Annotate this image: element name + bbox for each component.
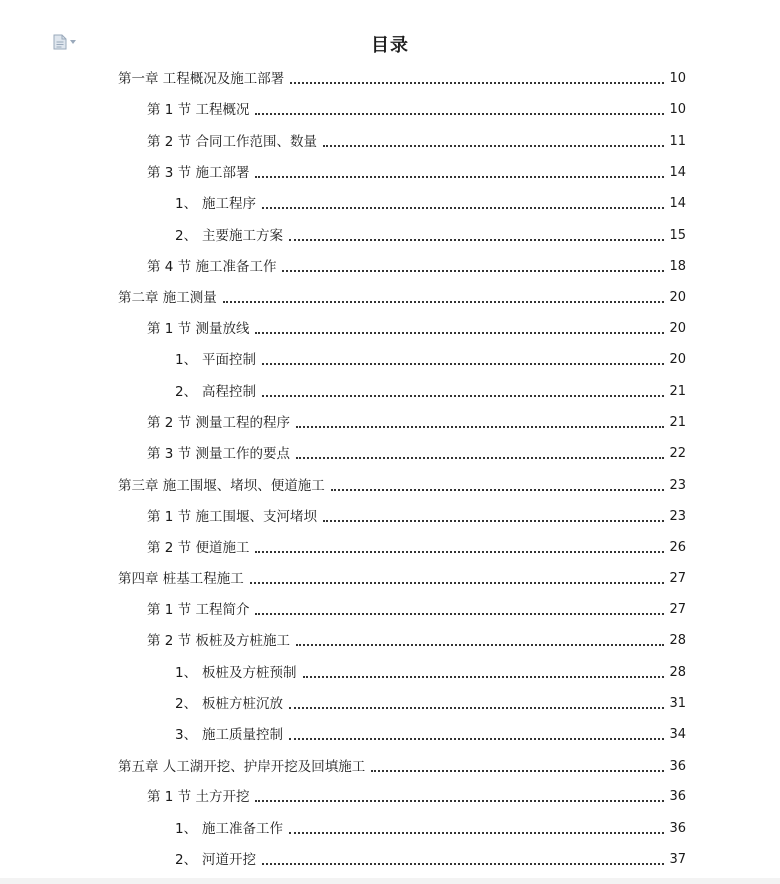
toc-entry-number: 2、: [175, 384, 198, 400]
toc-entry-label: 第 2 节 板桩及方桩施工: [147, 633, 290, 649]
toc-page-number: 20: [669, 352, 686, 367]
toc-entry[interactable]: [147, 100, 686, 120]
toc-entry[interactable]: [147, 132, 686, 152]
toc-entry[interactable]: [175, 725, 686, 745]
toc-entry-label: 第五章 人工湖开挖、护岸开挖及回填施工: [118, 759, 366, 775]
toc-page-number: 27: [669, 571, 686, 586]
toc-entry[interactable]: [118, 476, 686, 496]
toc-entry[interactable]: [118, 757, 686, 777]
toc-page-number: 31: [669, 696, 686, 711]
toc-page-number: 15: [669, 228, 686, 243]
toc-entry-text: 施工质量控制: [202, 727, 283, 743]
toc-page-number: 28: [669, 665, 686, 680]
toc-entry[interactable]: [175, 694, 686, 714]
toc-page-number: 23: [669, 509, 686, 524]
toc-page-number: 20: [669, 290, 686, 305]
dot-leader: [323, 145, 664, 147]
toc-entry[interactable]: [175, 850, 686, 870]
dot-leader: [289, 707, 664, 709]
toc-entry-text: 平面控制: [202, 352, 256, 368]
toc-entry-number: 1、: [175, 352, 198, 368]
toc-entry-label: [175, 194, 256, 214]
toc-entry[interactable]: [175, 350, 686, 370]
toc-entry-number: 1、: [175, 196, 198, 212]
dot-leader: [289, 239, 664, 241]
toc-page-number: 26: [669, 540, 686, 555]
dot-leader: [255, 613, 664, 615]
dot-leader: [331, 489, 664, 491]
dot-leader: [250, 582, 664, 584]
dot-leader: [255, 551, 664, 553]
dot-leader: [296, 644, 664, 646]
toc-entry-text: 施工准备工作: [202, 821, 283, 837]
toc-entry-label: [175, 819, 283, 839]
toc-page-number: 22: [669, 446, 686, 461]
toc-page-number: 37: [669, 852, 686, 867]
toc-entry-label: [175, 350, 256, 370]
dot-leader: [371, 770, 664, 772]
dot-leader: [296, 457, 664, 459]
toc-entry[interactable]: [147, 787, 686, 807]
toc-page-number: 36: [669, 789, 686, 804]
toc-entry-label: 第 3 节 测量工作的要点: [147, 446, 290, 462]
toc-entry-label: [175, 226, 283, 246]
dot-leader: [262, 207, 664, 209]
toc-entry[interactable]: [175, 382, 686, 402]
toc-entry[interactable]: [147, 600, 686, 620]
toc-entry[interactable]: [147, 631, 686, 651]
toc-page-number: 14: [669, 165, 686, 180]
toc-page-number: 14: [669, 196, 686, 211]
toc-entry[interactable]: [147, 257, 686, 277]
toc-page-number: 36: [669, 759, 686, 774]
toc-entry-label: [175, 850, 256, 870]
toc-entry[interactable]: [175, 226, 686, 246]
toc-entry[interactable]: [147, 319, 686, 339]
toc-entry-label: 第一章 工程概况及施工部署: [118, 71, 285, 87]
toc-entry-number: 1、: [175, 821, 198, 837]
dot-leader: [323, 520, 664, 522]
toc-entry-number: 2、: [175, 228, 198, 244]
toc-entry-label: [175, 663, 297, 683]
toc-entry-label: 第 3 节 施工部署: [147, 165, 250, 181]
toc-page-number: 10: [669, 71, 686, 86]
toc-entry-label: 第 2 节 合同工作范围、数量: [147, 134, 317, 150]
toc-entry-number: 2、: [175, 852, 198, 868]
dot-leader: [262, 395, 664, 397]
toc-entry[interactable]: [147, 163, 686, 183]
toc-entry-label: [175, 382, 256, 402]
dot-leader: [255, 332, 664, 334]
dot-leader: [255, 800, 664, 802]
toc-page-number: 20: [669, 321, 686, 336]
toc-entry-label: 第 1 节 工程概况: [147, 102, 250, 118]
toc-page-number: 28: [669, 633, 686, 648]
toc-entry-number: 1、: [175, 665, 198, 681]
toc-entry-label: 第 2 节 便道施工: [147, 540, 250, 556]
toc-entry-text: 高程控制: [202, 384, 256, 400]
toc-entry-text: 施工程序: [202, 196, 256, 212]
toc-entry[interactable]: [175, 819, 686, 839]
dot-leader: [282, 270, 664, 272]
toc-entry-label: 第二章 施工测量: [118, 290, 217, 306]
dot-leader: [223, 301, 664, 303]
toc-page-number: 11: [669, 134, 686, 149]
toc-entry-text: 主要施工方案: [202, 228, 283, 244]
toc-page-number: 21: [669, 384, 686, 399]
toc-page-number: 34: [669, 727, 686, 742]
toc-page-number: 18: [669, 259, 686, 274]
toc-entry-label: 第四章 桩基工程施工: [118, 571, 244, 587]
toc-entry-number: 2、: [175, 696, 198, 712]
toc-entry[interactable]: [118, 569, 686, 589]
toc-entry[interactable]: [175, 663, 686, 683]
toc-entry-label: 第 1 节 测量放线: [147, 321, 250, 337]
dot-leader: [262, 863, 664, 865]
toc-entry-label: 第 4 节 施工准备工作: [147, 259, 277, 275]
toc-page-number: 36: [669, 821, 686, 836]
toc-entry-text: 板桩及方桩预制: [202, 665, 297, 681]
toc-page-number: 23: [669, 478, 686, 493]
toc-entry[interactable]: [147, 538, 686, 558]
dot-leader: [262, 363, 664, 365]
toc-page-number: 27: [669, 602, 686, 617]
toc-entry[interactable]: [118, 69, 686, 89]
toc-entry-label: 第 1 节 土方开挖: [147, 789, 250, 805]
dot-leader: [290, 82, 664, 84]
page-title: 目录: [371, 35, 409, 56]
toc-entry[interactable]: [118, 288, 686, 308]
toc-entry-label: 第 1 节 工程简介: [147, 602, 250, 618]
dot-leader: [303, 676, 665, 678]
toc-entry-label: 第三章 施工围堰、堵坝、便道施工: [118, 478, 325, 494]
toc-entry-text: 板桩方桩沉放: [202, 696, 283, 712]
dot-leader: [289, 738, 664, 740]
toc-entry-label: 第 2 节 测量工程的程序: [147, 415, 290, 431]
toc-entry[interactable]: [147, 413, 686, 433]
dot-leader: [289, 832, 664, 834]
toc-entry[interactable]: [147, 444, 686, 464]
toc-entry-label: [175, 694, 283, 714]
toc-entry[interactable]: [175, 194, 686, 214]
toc-entry[interactable]: [147, 507, 686, 527]
toc-page-number: 10: [669, 102, 686, 117]
toc-entry-label: 第 1 节 施工围堰、支河堵坝: [147, 509, 317, 525]
dot-leader: [296, 426, 664, 428]
toc-entry-label: [175, 725, 283, 745]
toc-entry-number: 3、: [175, 727, 198, 743]
dot-leader: [255, 176, 664, 178]
toc-entry-text: 河道开挖: [202, 852, 256, 868]
toc-page-number: 21: [669, 415, 686, 430]
dot-leader: [255, 113, 664, 115]
